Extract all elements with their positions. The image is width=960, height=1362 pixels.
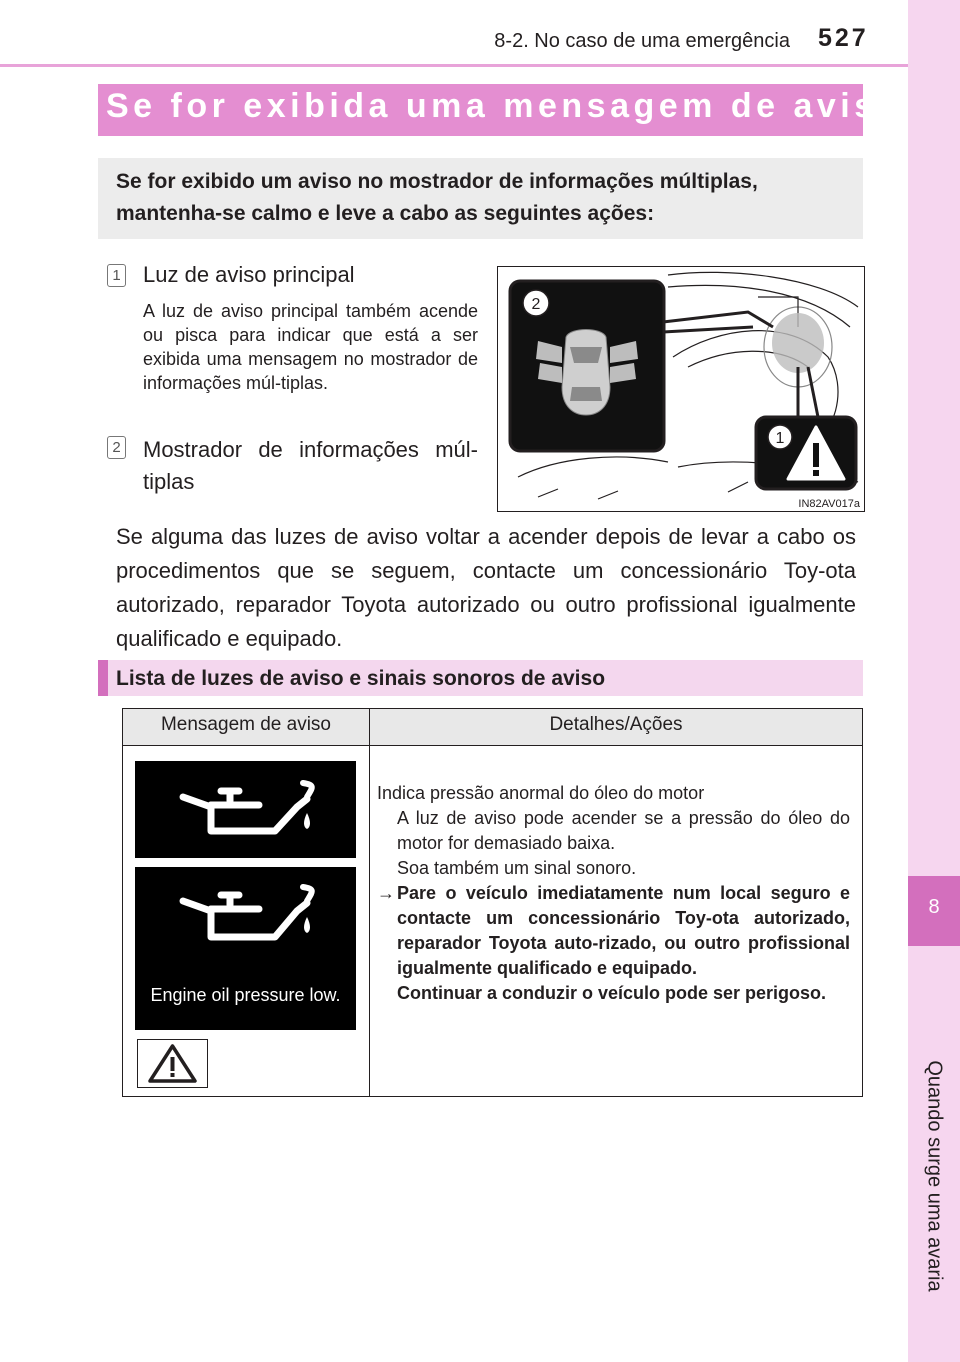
intro-text: Se for exibido um aviso no mostrador de informações múltiplas, mantenha-se calmo e leve a cabo as seguintes ações: <box>116 170 758 225</box>
section-title: Se for exibida uma mensagem de aviso <box>106 87 903 125</box>
callout-line-1b <box>808 367 818 417</box>
callout-number-1: 1 <box>775 430 785 447</box>
subheading: Lista de luzes de aviso e sinais sonoros de aviso <box>116 667 606 690</box>
table-header-message: Mensagem de aviso <box>160 714 332 735</box>
arrow-icon: → <box>377 883 395 903</box>
item-title: Mostrador de informações múl-tiplas <box>143 437 478 494</box>
gauge-highlight <box>772 313 824 373</box>
callout-line-2b <box>663 327 753 332</box>
oil-pressure-warning-light <box>135 761 356 858</box>
table-header-details: Detalhes/Ações <box>549 714 683 735</box>
dashboard-illustration <box>497 266 865 512</box>
oil-can-icon <box>135 761 356 858</box>
details-description: A luz de aviso pode acender se a pressão do óleo do motor for demasiado baixa. <box>397 808 850 853</box>
oil-can-icon <box>135 867 356 977</box>
chapter-title: Quando surge uma avaria <box>923 1060 946 1292</box>
details-sound: Soa também um sinal sonoro. <box>397 858 637 878</box>
callout-number-2: 2 <box>531 296 541 313</box>
item-number-badge: 1 <box>107 264 126 287</box>
item-description: A luz de aviso principal também acende ou pisca para indicar que está a ser exibida uma mensagem no mostrador de informações múl-tiplas. <box>143 301 478 393</box>
page-number: 527 <box>818 24 869 52</box>
running-header-section: 8-2. No caso de uma emergência <box>494 30 790 52</box>
item-number-badge: 2 <box>107 436 126 459</box>
warning-details <box>377 781 850 1006</box>
details-action-text: Pare o veículo imediatamente num local seguro e contacte um concessionário Toy-ota autorizado, reparador Toyota auto-rizado, ou outro profissional igualmente qualificado e equipado. <box>397 883 850 978</box>
callout-line-2 <box>663 312 773 327</box>
subheading-accent <box>98 660 108 696</box>
oil-pressure-message-text: Engine oil pressure low. <box>150 985 341 1005</box>
body-paragraph: Se alguma das luzes de aviso voltar a acender depois de levar a cabo os procedimentos que se seguem, contacte um concessionário Toy-ota autorizado, reparador Toyota autorizado ou outro profissional igualmente qualificado e equipado. <box>116 524 856 651</box>
item-title: Luz de aviso principal <box>143 262 355 287</box>
warning-triangle-icon <box>138 1040 207 1087</box>
chapter-number: 8 <box>928 896 940 918</box>
details-danger-text: Continuar a conduzir o veículo pode ser perigoso. <box>397 983 827 1003</box>
details-summary: Indica pressão anormal do óleo do motor <box>377 783 705 803</box>
master-warning-symbol <box>137 1039 208 1088</box>
details-action <box>377 881 850 1006</box>
table-column-divider <box>369 709 370 1096</box>
header-rule <box>0 64 908 67</box>
illustration-code: IN82AV017a <box>798 498 860 510</box>
